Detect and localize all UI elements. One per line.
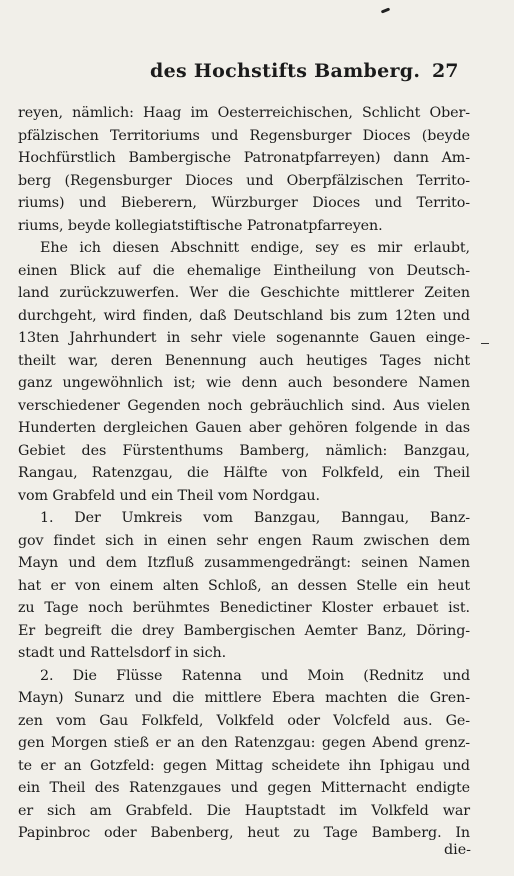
text-line: vom Grabfeld und ein Theil vom Nordgau. — [18, 487, 320, 504]
text-line: Mayn) Sunarz und die mittlere Ebera machten die Gren- — [18, 690, 470, 706]
text-line: ein Theil des Ratenzgaues und gegen Mitternacht endigte — [18, 780, 470, 796]
text-line: hat er von einem alten Schloß, an dessen Stelle ein heut — [18, 577, 470, 594]
catchword: die- — [444, 842, 472, 858]
text-line: pfälzischen Territoriums und Regensburger Dioces (beyde — [18, 127, 470, 144]
text-line: Hunderten dergleichen Gauen aber gehören folgende in das — [18, 420, 470, 436]
text-line: riums) und Bieberern, Würzburger Dioces und Territo- — [18, 195, 470, 211]
page-number: 27 — [432, 60, 459, 82]
text-line: Papinbroc oder Babenberg, heut zu Tage Bamberg. In — [18, 825, 470, 841]
body-text — [18, 102, 470, 845]
text-line: Er begreift die drey Bambergischen Aemter Banz, Döring- — [18, 622, 470, 639]
text-line: stadt und Rattelsdorf in sich. — [18, 645, 227, 661]
text-line: gov findet sich in einen sehr engen Raum zwischen dem — [18, 532, 470, 549]
text-line: zu Tage noch berühmtes Benedictiner Kloster erbauet ist. — [18, 600, 470, 616]
text-line: einen Blick auf die ehemalige Eintheilung von Deutsch- — [18, 262, 470, 279]
ink-mark — [381, 7, 390, 13]
text-line: berg (Regensburger Dioces und Oberpfälzischen Territo- — [18, 172, 470, 189]
text-line: Mayn und dem Itzfluß zusammengedrängt: seinen Namen — [18, 555, 470, 571]
margin-dash — [481, 343, 489, 344]
text-line: Gebiet des Fürstenthums Bamberg, nämlich: Banzgau, — [18, 442, 470, 459]
paragraph-start-line: Ehe ich diesen Abschnitt endige, sey es mir erlaubt, — [40, 240, 470, 256]
running-title: des Hochstifts Bamberg. — [150, 60, 421, 82]
text-line: Hochfürstlich Bambergische Patronatpfarreyen) dann Am- — [18, 150, 470, 166]
text-line: reyen, nämlich: Haag im Oesterreichischen, Schlicht Ober- — [18, 105, 470, 121]
text-line: Rangau, Ratenzgau, die Hälfte von Folkfeld, ein Theil — [18, 465, 470, 481]
text-line: te er an Gotzfeld: gegen Mittag scheidete ihn Iphigau und — [18, 757, 470, 774]
text-line: land zurückzuwerfen. Wer die Geschichte mittlerer Zeiten — [18, 285, 470, 301]
text-line: durchgeht, wird finden, daß Deutschland bis zum 12ten und — [18, 307, 470, 324]
page-header — [0, 60, 514, 88]
text-line: gen Morgen stieß er an den Ratenzgau: gegen Abend grenz- — [18, 735, 470, 751]
paragraph-start-line: 1. Der Umkreis vom Banzgau, Banngau, Banz- — [40, 510, 470, 526]
text-line: theilt war, deren Benennung auch heutiges Tages nicht — [18, 352, 470, 369]
text-line: zen vom Gau Folkfeld, Volkfeld oder Volcfeld aus. Ge- — [18, 712, 470, 729]
text-line: ganz ungewöhnlich ist; wie denn auch besondere Namen — [18, 375, 470, 391]
text-line: er sich am Grabfeld. Die Hauptstadt im Volkfeld war — [18, 802, 470, 819]
text-line: 13ten Jahrhundert in sehr viele sogenannte Gauen einge- — [18, 330, 470, 346]
text-line: riums, beyde kollegiatstiftische Patronatpfarreyen. — [18, 217, 383, 234]
paragraph-start-line: 2. Die Flüsse Ratenna und Moin (Rednitz und — [40, 667, 470, 684]
text-line: verschiedener Gegenden noch gebräuchlich sind. Aus vielen — [18, 397, 470, 414]
